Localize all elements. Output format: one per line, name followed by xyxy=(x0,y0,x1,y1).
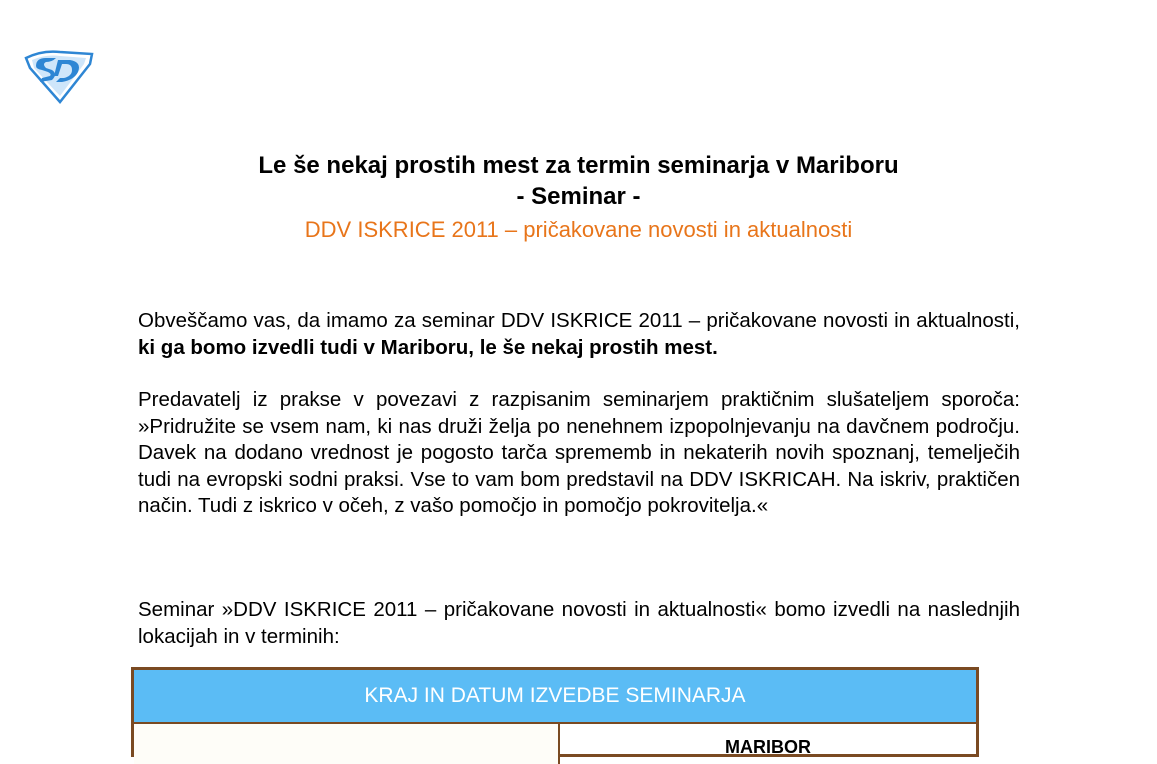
schedule-table xyxy=(131,667,979,757)
shield-logo-icon xyxy=(22,48,96,104)
title-block xyxy=(0,150,1157,246)
table-header: KRAJ IN DATUM IZVEDBE SEMINARJA xyxy=(134,670,976,724)
seminar-name: DDV ISKRICE 2011 – pričakovane novosti in aktualnosti xyxy=(304,217,853,242)
table-cell-left xyxy=(134,724,560,764)
lecturer-paragraph: Predavatelj iz prakse v povezavi z razpisanim seminarjem praktičnim slušateljem sporoča: »Pridružite se vsem nam, ki nas druži želja po nenehnem izpopolnjevanju na davčnem področju. Davek na dodano vrednost je pogosto tarča sprememb in nekaterih novih spoznanj, temelječih tudi na evropski sodni praksi. Vse to vam bom predstavil na DDV ISKRICAH. Na iskriv, praktičen način. Tudi z iskrico v očeh, z vašo pomočjo in pomočjo pokrovitelja.« xyxy=(138,388,1020,517)
locations-paragraph: Seminar »DDV ISKRICE 2011 – pričakovane novosti in aktualnosti« bomo izvedli na naslednjih lokacijah in v terminih: xyxy=(138,598,1020,648)
main-title: Le še nekaj prostih mest za termin seminarja v Mariboru xyxy=(258,152,899,179)
seminar-label: - Seminar - xyxy=(516,183,641,210)
table-cell-location: MARIBOR xyxy=(725,737,811,757)
intro-text: Obveščamo vas, da imamo za seminar DDV ISKRICE 2011 – pričakovane novosti in aktualnosti, xyxy=(138,309,1020,332)
intro-bold-text: ki ga bomo izvedli tudi v Mariboru, le še nekaj prostih mest. xyxy=(138,335,718,359)
table-row xyxy=(134,724,976,764)
intro-paragraph xyxy=(138,308,1020,361)
company-logo xyxy=(22,48,96,104)
